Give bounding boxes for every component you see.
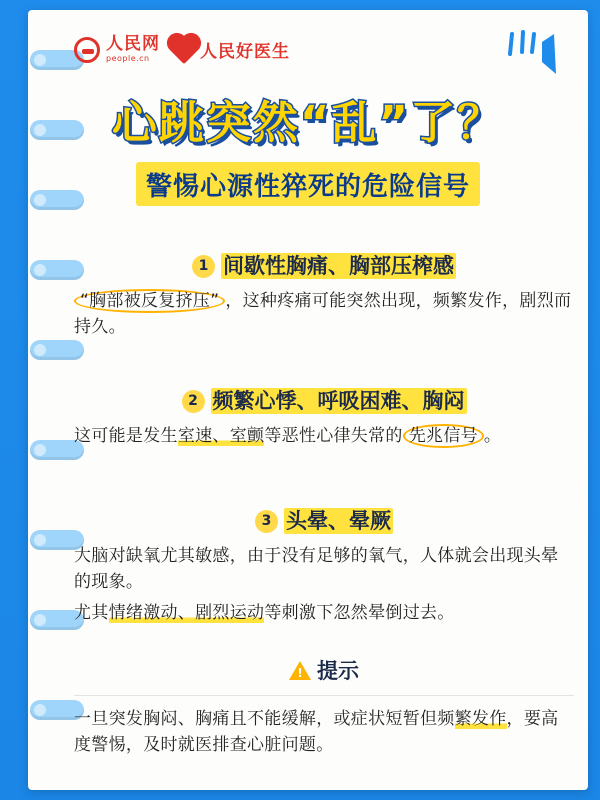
- people-cn-domain: people.cn: [106, 54, 150, 63]
- section-1-title: 间歇性胸痛、胸部压榨感: [223, 254, 454, 278]
- binder-ring: [30, 340, 84, 360]
- section-3-number: 3: [255, 510, 278, 533]
- divider: [74, 695, 574, 696]
- warning-body: [74, 706, 574, 759]
- section-2-body-part-5: 。: [483, 426, 502, 446]
- section-1-headline: [74, 250, 574, 280]
- section-2-number: 2: [182, 390, 205, 413]
- good-doctor-logo: [174, 37, 290, 62]
- section-3: [74, 505, 574, 626]
- brand-header: [74, 36, 290, 63]
- section-2-body: [74, 423, 574, 449]
- warning-triangle-icon: [289, 661, 311, 680]
- section-2-title: 频繁心悸、呼吸困难、胸闷: [212, 389, 465, 413]
- section-2-body-part-1: 这可能是发生: [74, 426, 178, 446]
- people-cn-logo: [74, 36, 160, 63]
- section-1: [74, 250, 574, 341]
- section-1-body: [74, 288, 574, 341]
- warning-title: 提示: [317, 659, 359, 683]
- section-2-headline: [74, 385, 574, 415]
- section-3-body-extra: [74, 600, 574, 626]
- page-subtitle: 警惕心源性猝死的危险信号: [136, 162, 480, 206]
- section-1-number: 1: [192, 255, 215, 278]
- section-1-body-part-plain: ，这种疼痛可能突然出现，频繁发作，剧烈而持久。: [74, 291, 572, 338]
- warning-headline: [74, 655, 574, 685]
- section-2: [74, 385, 574, 449]
- section-3-extra-part-1: 尤其: [74, 602, 109, 623]
- section-3-extra-part-mark: 情绪激动、剧烈运动: [108, 602, 265, 623]
- section-3-title: 头晕、晕厥: [286, 509, 391, 533]
- section-3-extra-part-3: 等刺激下忽然晕倒过去。: [264, 602, 455, 623]
- people-cn-circle-logo-icon: [74, 37, 100, 63]
- sparkle-decoration-icon: [496, 28, 566, 88]
- poster-card: [28, 10, 588, 790]
- people-cn-label: 人民网: [106, 34, 160, 54]
- warning-body-part-1: 一旦突发胸闷、胸痛且不能缓解，或症状短暂但频: [74, 709, 455, 729]
- page-title: 心跳突然“乱”了？: [111, 96, 505, 149]
- red-heart-icon: [170, 35, 198, 63]
- section-3-headline: [74, 505, 574, 535]
- warning-section: [74, 655, 574, 759]
- good-doctor-label: 人民好医生: [200, 42, 290, 62]
- warning-body-part-mark: 繁发作: [454, 709, 507, 729]
- section-3-body: 大脑对缺氧尤其敏感，由于没有足够的氧气，人体就会出现头晕的现象。: [74, 546, 559, 593]
- page-subtitle-wrap: [28, 162, 588, 206]
- section-2-body-part-oval: 先兆信号: [403, 424, 484, 448]
- section-2-body-part-3: 等恶性心律失常的: [264, 426, 403, 446]
- section-2-body-part-mark: 室速、室颤: [177, 426, 265, 446]
- section-1-body-part-oval: “胸部被反复挤压”: [74, 289, 225, 313]
- warning-body-part-3: ，要高度警惕，及时就医排查心脏问题。: [74, 709, 559, 756]
